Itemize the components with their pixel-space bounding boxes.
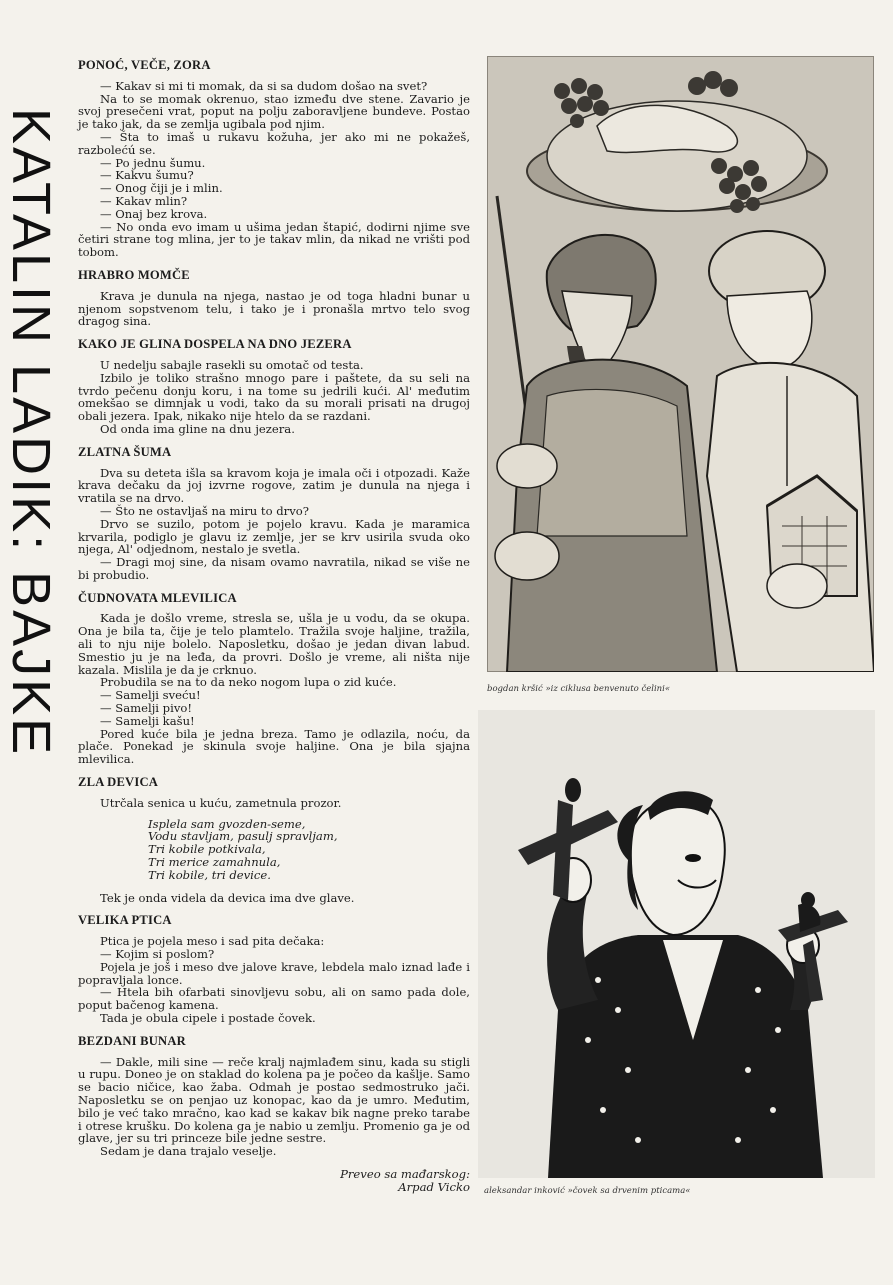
poem-verse — [148, 818, 470, 882]
section-heading: HRABRO MOMČE — [78, 267, 190, 282]
section-heading: ZLATNA ŠUMA — [78, 444, 172, 459]
paragraph: — Samelji kašu! — [100, 713, 195, 728]
caption-picture2: aleksandar inković »čovek sa drvenim pticama« — [484, 1186, 691, 1196]
paragraph: — Onaj bez krova. — [100, 206, 208, 221]
paragraph: — Što ne ostavljaš na miru to drvo? — [100, 503, 309, 518]
text-column — [78, 55, 470, 1255]
translator-line: Preveo sa mađarskog: — [340, 1166, 470, 1181]
paragraph: Drvo se suzilo, potom je pojelo kravu. Kada je maramica krvarila, podiglo je glavu iz zemlje, jer se krv usirila svuda oko njega, Al' odjednom, nestalo je svetla. — [78, 516, 470, 557]
paragraph: — Kakvu šumu? — [100, 168, 194, 183]
paragraph: Probudila se na to da neko nogom lupa o zid kuće. — [100, 675, 397, 690]
paragraph: — Dakle, mili sine — reče kralj najmlađem sinu, kada su stigli u rupu. Doneo je on staklad do kolena pa je počeo da kašlje. Samo se bacio ničice, kao žaba. Odmah je postao sedmostruko jači. Naposletku se on penjao uz konopac, kao da je umro. Međutim, bilo je već tako mračno, kao kad se kakav bik nagne preko tarabe i otrese krušku. Do kolena ga je nabio u zemlju. Promenio ga je od glave, jer su tri princeze bile jedne sestre. — [78, 1054, 470, 1146]
paragraph: Ptica je pojela meso i sad pita dečaka: — [100, 934, 325, 949]
verse-line: Vodu stavljam, pasulj spravljam, — [148, 829, 338, 844]
paragraph: Od onda ima gline na dnu jezera. — [100, 421, 295, 436]
paragraph: — Dragi moj sine, da nisam ovamo navratila, nikad se više ne bi probudio. — [78, 555, 470, 582]
paragraph: — No onda evo imam u ušima jedan štapić, dodirni njime sve četiri strane tog mlina, jer to je takav mlin, da nikad ne vrišti pod tobom. — [78, 219, 470, 260]
paragraph: — Po jednu šumu. — [100, 155, 206, 170]
paragraph: Utrčala senica u kuću, zametnula prozor. — [100, 795, 342, 810]
verse-line: Isplela sam gvozden-seme, — [148, 816, 306, 831]
paragraph: — Htela bih ofarbati sinovljevu sobu, ali on samo pada dole, poput bačenog kamena. — [78, 985, 470, 1013]
paragraph: Sedam je dana trajalo veselje. — [100, 1144, 277, 1159]
vertical-title — [0, 58, 62, 808]
paragraph: Tek je onda videla da devica ima dve glave. — [100, 890, 355, 905]
paragraph: Izbilo je toliko strašno mnogo pare i paštete, da su seli na tvrdo pečenu donju koru, i na tome su jedrili kući. Al' međutim omekšao se dimnjak u vodi, tako da su morali prisati na drugoj obali jezera. Ipak, nikako nije htelo da se razdani. — [78, 370, 470, 424]
verse-line: Tri merice zamahnula, — [148, 855, 281, 870]
section-heading: VELIKA PTICA — [78, 913, 172, 928]
verse-line: Tri kobile potkivala, — [148, 842, 266, 857]
paragraph: — Samelji pivo! — [100, 701, 193, 716]
verse-line: Tri kobile, tri device. — [148, 867, 271, 882]
paragraph: Kada je došlo vreme, stresla se, ušla je u vodu, da se okupa. Ona je bila ta, čije je telo plamtelo. Tražila svoje haljine, tražila, ali to nju nije bolelo. Naposletku, došao je jedan divan labud. Smestio ju je na leđa, da provri. Došlo je vreme, ali ništa nije kazala. Mislila je da je crknuo. — [78, 611, 470, 677]
paragraph: Na to se momak okrenuo, stao između dve stene. Zavario je svoj presečeni vrat, poput na polju zaboravljene bundeve. Postao je tako jak, da se zemlja ugibala pod njim. — [78, 91, 470, 132]
paragraph: U nedelju sabajle rasekli su omotač od testa. — [100, 357, 364, 372]
translator-credit — [78, 1168, 470, 1194]
paragraph: — Kojim si poslom? — [100, 947, 215, 962]
paragraph: — Samelji sveću! — [100, 688, 201, 703]
ink-drawing — [478, 710, 875, 1178]
etching-drawing — [487, 56, 874, 672]
caption-picture1: bogdan kršić »iz ciklusa benvenuto čelini« — [487, 684, 671, 694]
paragraph: — Kakav si mi ti momak, da si sa dudom došao na svet? — [100, 78, 428, 93]
illustration-man-with-wooden-birds — [478, 710, 875, 1178]
paragraph: Pored kuće bila je jedna breza. Tamo je odlazila, noću, da plače. Ponekad je skinula svoje haljine. Ona je bila sjajna mlevilica. — [78, 726, 470, 767]
section-heading: ČUDNOVATA MLEVILICA — [78, 590, 237, 605]
paragraph: — Šta to imaš u rukavu kožuha, jer ako mi ne pokažeš, razbolećú se. — [78, 129, 470, 157]
paragraph: Krava je dunula na njega, nastao je od toga hladni bunar u njenom sopstvenom telu, i tako je i pronašla mrtvo telo svog dragog sina. — [78, 288, 470, 329]
section-heading: ZLA DEVICA — [78, 775, 159, 790]
paragraph: Pojela je još i meso dve jalove krave, lebdela malo iznad lađe i popravljala lonce. — [78, 959, 470, 987]
section-heading: KAKO JE GLINA DOSPELA NA DNO JEZERA — [78, 337, 352, 352]
paragraph: Tada je obula cipele i postade čovek. — [100, 1011, 316, 1025]
paragraph: Dva su deteta išla sa kravom koja je imala oči i otpozadi. Kaže krava dečaku da joj izvrne rogove, zatim je dunula na njega i vratila se na drvo. — [78, 465, 470, 506]
section-heading: BEZDANI BUNAR — [78, 1033, 186, 1048]
translator-name: Arpad Vicko — [398, 1179, 470, 1194]
paragraph: — Onog čiji je i mlin. — [100, 181, 223, 196]
title-text: KATALIN LADIK: BAJKE — [1, 108, 61, 758]
illustration-benvenuto-celini — [487, 56, 874, 672]
section-heading: PONOĆ, VEČE, ZORA — [78, 58, 211, 72]
paragraph: — Kakav mlin? — [100, 193, 188, 208]
